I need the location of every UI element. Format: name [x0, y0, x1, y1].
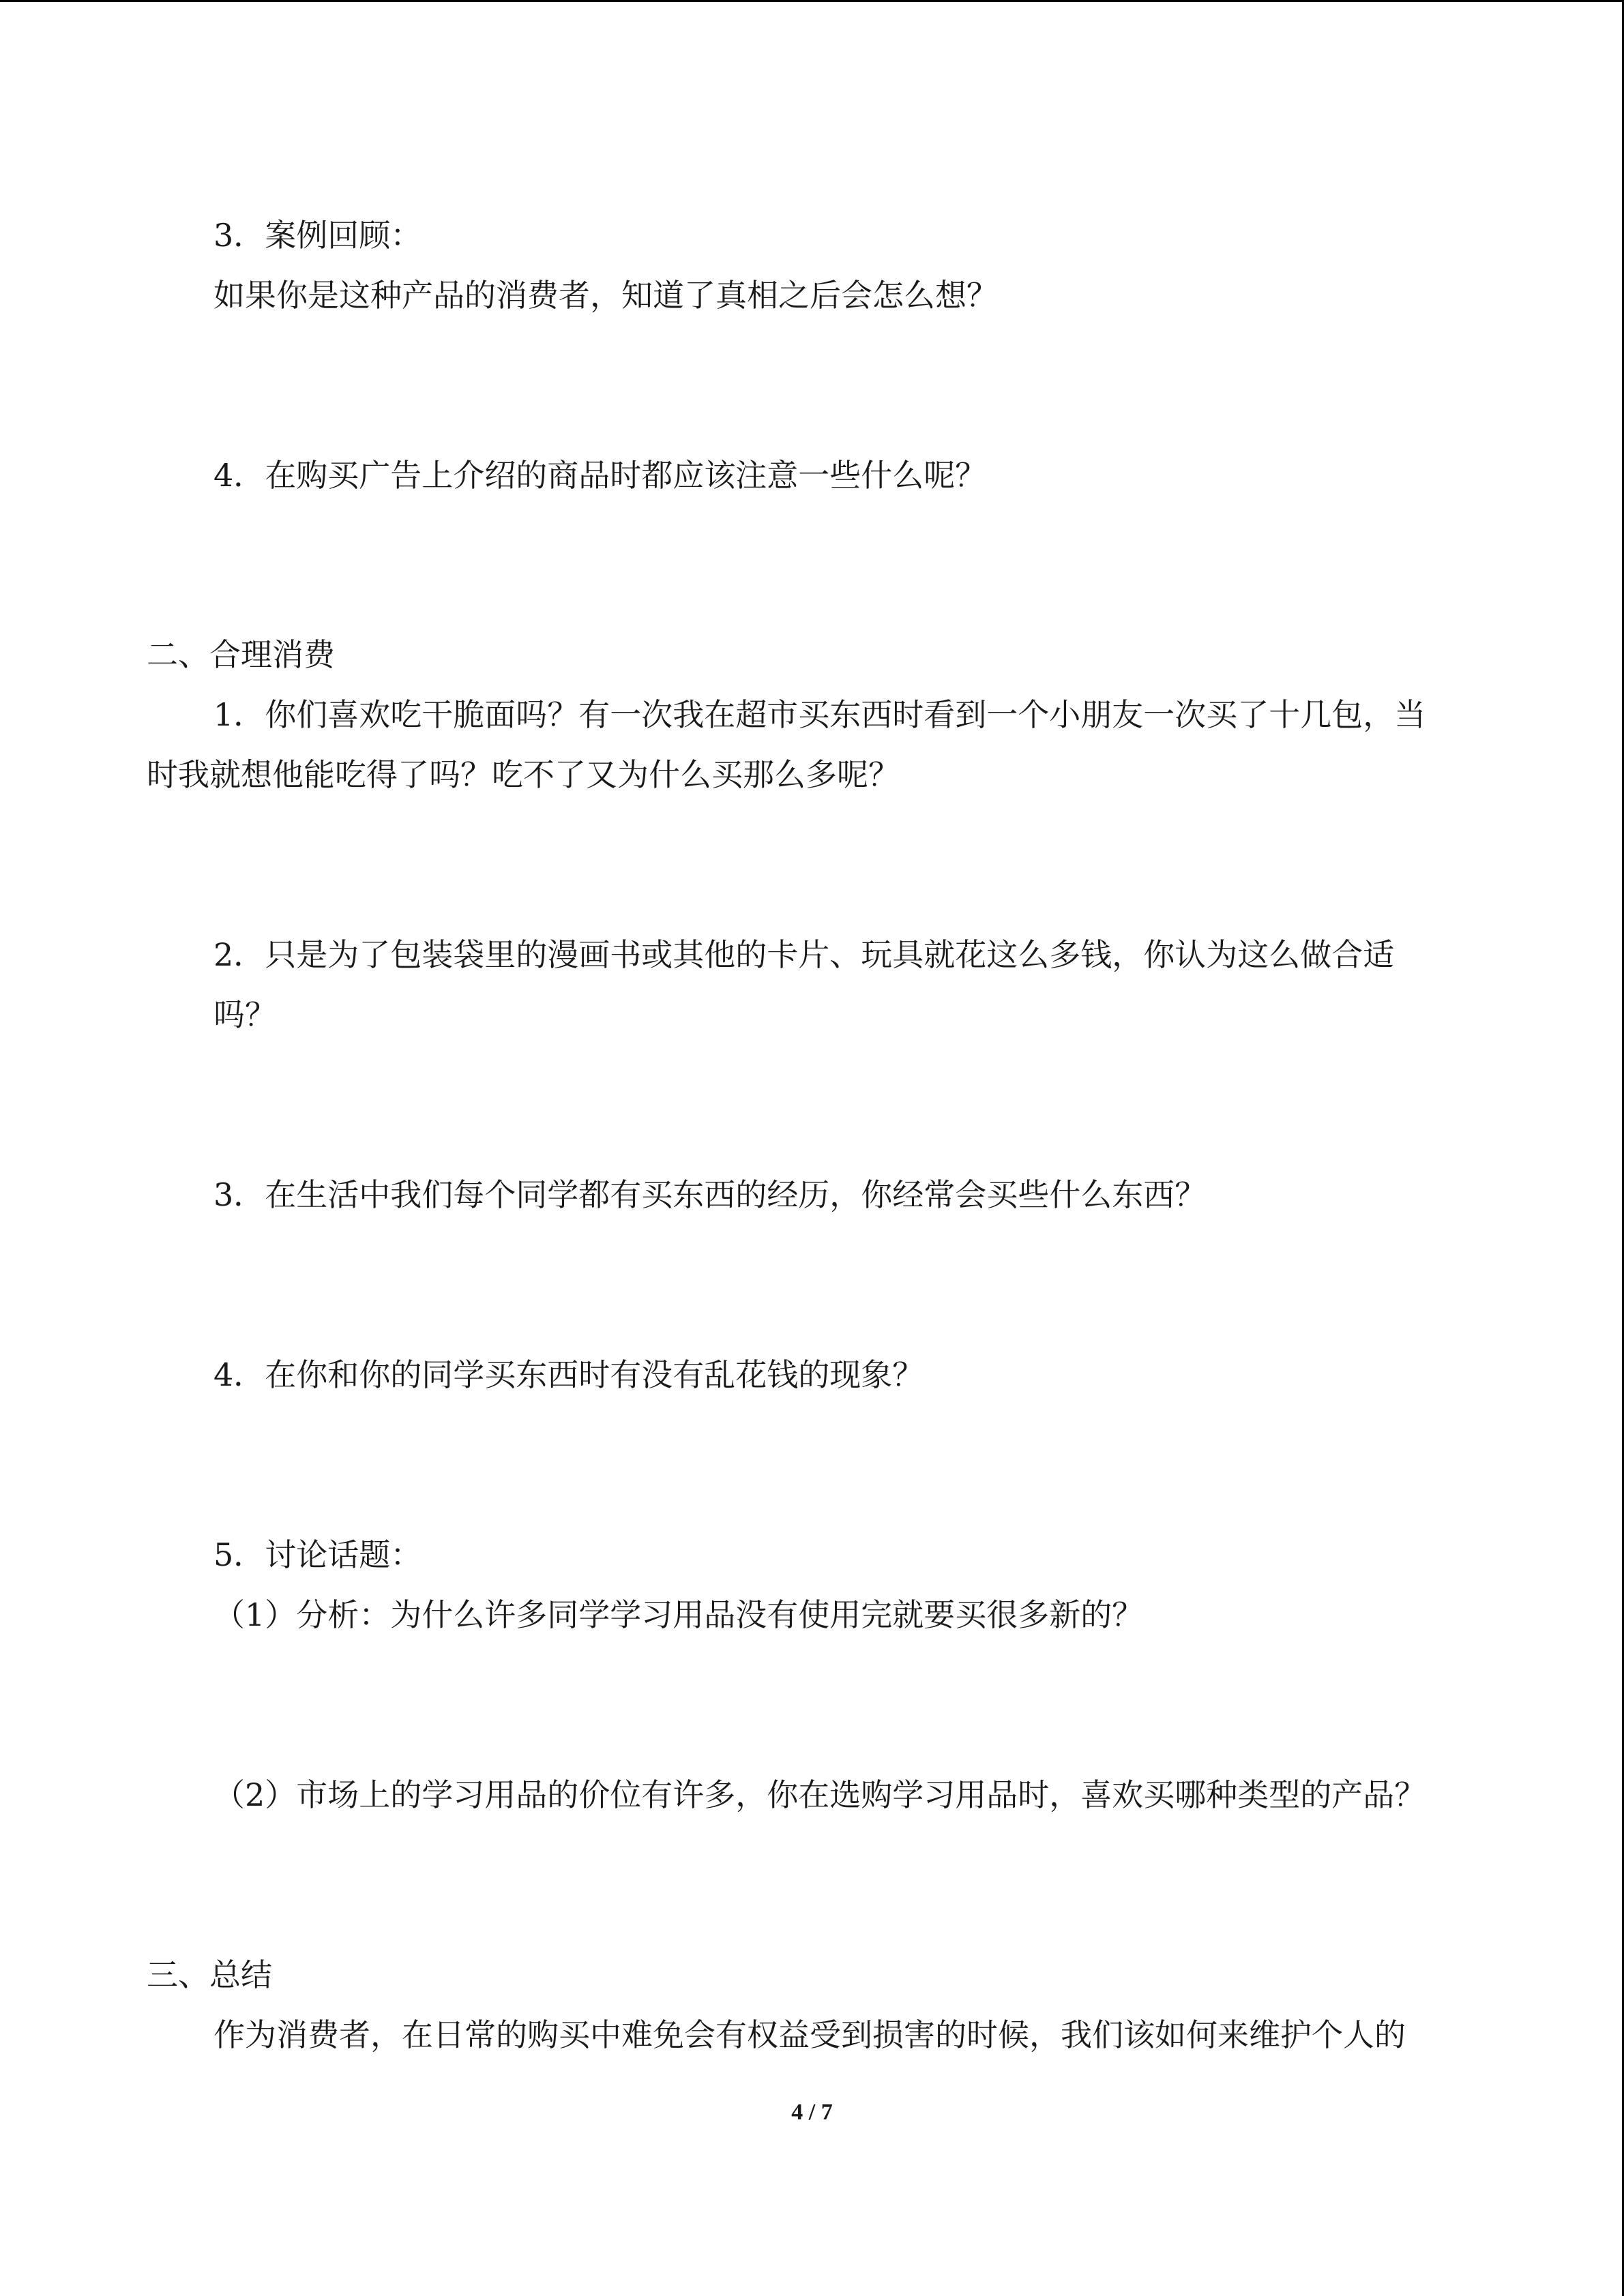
- page-border-top: [0, 0, 1624, 2]
- section-heading-summary: 三、总结: [147, 1956, 272, 1993]
- snack-question-line2: 时我就想他能吃得了吗？吃不了又为什么买那么多呢？: [147, 756, 900, 793]
- discussion-subquestion-2: （2）市场上的学习用品的价位有许多，你在选购学习用品时，喜欢买哪种类型的产品？: [213, 1776, 1426, 1813]
- snack-question-line1: 1．你们喜欢吃干脆面吗？有一次我在超市买东西时看到一个小朋友一次买了十几包，当: [213, 696, 1426, 733]
- discussion-subquestion-1: （1）分析：为什么许多同学学习用品没有使用完就要买很多新的？: [213, 1596, 1144, 1633]
- packaging-question-line1: 2．只是为了包装袋里的漫画书或其他的卡片、玩具就花这么多钱，你认为这么做合适: [213, 936, 1395, 973]
- section-heading-rational-consumption: 二、合理消费: [147, 636, 335, 673]
- page-number: 4 / 7: [791, 2100, 833, 2125]
- wasteful-spending-question: 4．在你和你的同学买东西时有没有乱花钱的现象？: [213, 1356, 924, 1393]
- discussion-topic-title: 5．讨论话题：: [213, 1536, 422, 1573]
- case-review-title: 3．案例回顾：: [213, 217, 422, 254]
- ad-products-question: 4．在购买广告上介绍的商品时都应该注意一些什么呢？: [213, 457, 987, 494]
- shopping-experience-question: 3．在生活中我们每个同学都有买东西的经历，你经常会买些什么东西？: [213, 1176, 1207, 1213]
- case-review-question: 如果你是这种产品的消费者，知道了真相之后会怎么想？: [213, 277, 998, 314]
- packaging-question-line2: 吗？: [213, 996, 276, 1033]
- summary-text: 作为消费者，在日常的购买中难免会有权益受到损害的时候，我们该如何来维护个人的: [213, 2016, 1406, 2053]
